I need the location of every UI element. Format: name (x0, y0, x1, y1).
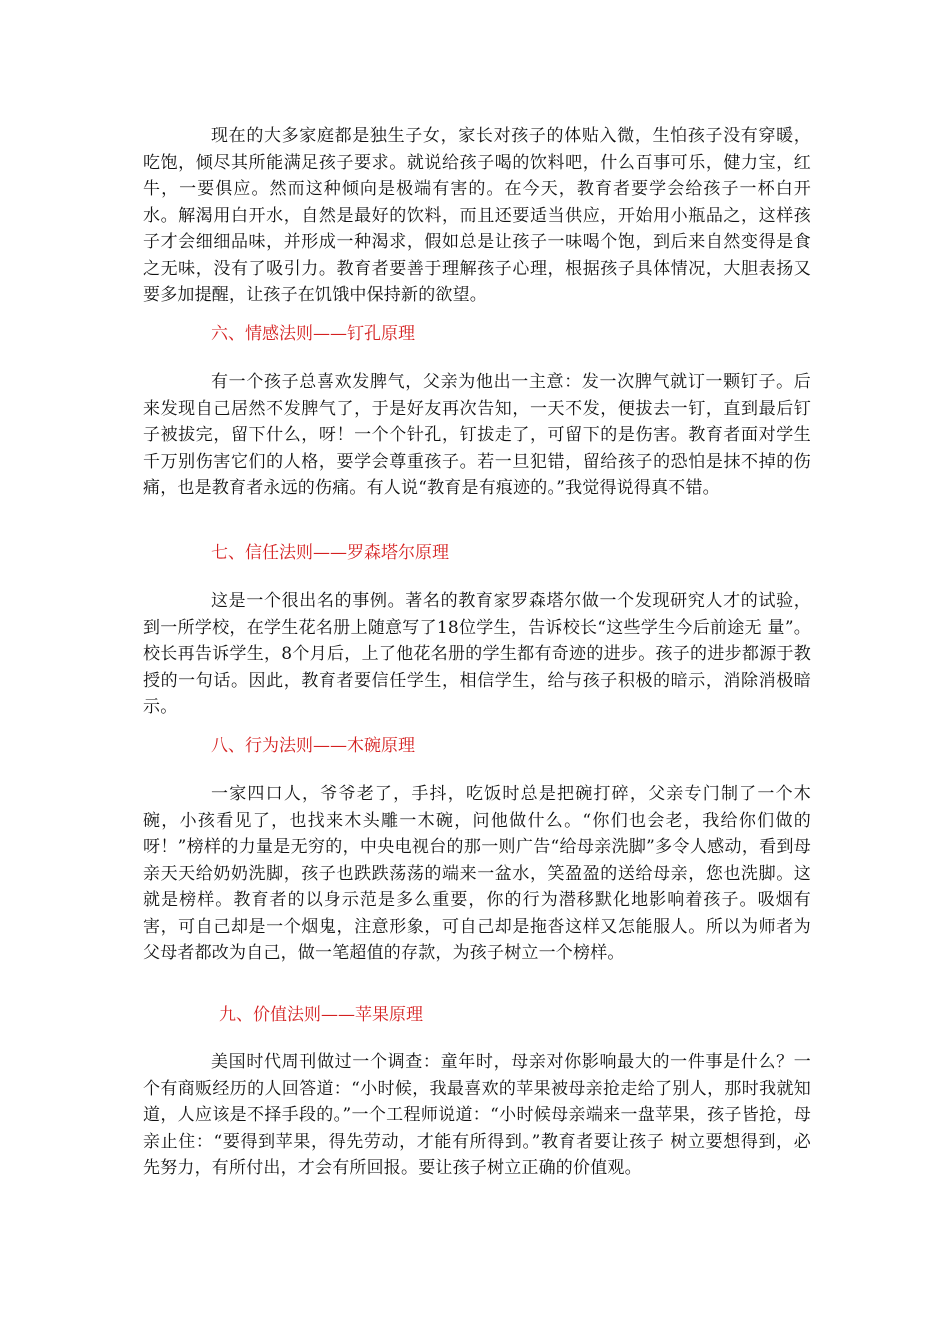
paragraph-rosenthal-principle: 这是一个很出名的事例。著名的教育家罗森塔尔做一个发现研究人才的试验，到一所学校，在学生花名册上随意写了18位学生，告诉校长“这些学生今后前途无 量”。校长再告诉学生，8个月后，上了他花名册的学生都有奇迹的进步。孩子的进步都源于教授的一句话。因此，教育者要信任学生，相信学生，给与孩子积极的暗示，消除消极暗示。 (143, 591, 811, 717)
heading-emotion-rule: 六、情感法则——钉孔原理 (211, 324, 415, 344)
paragraph-water-principle: 现在的大多家庭都是独生子女，家长对孩子的体贴入微，生怕孩子没有穿暖，吃饱，倾尽其所能满足孩子要求。就说给孩子喝的饮料吧，什么百事可乐，健力宝，红牛，一要俱应。然而这种倾向是极端有害的。在今天，教育者要学会给孩子一杯白开水。解渴用白开水，自然是最好的饮料，而且还要适当供应，开始用小瓶品之，这样孩子才会细细品味，并形成一种渴求，假如总是让孩子一味喝个饱，到后来自然变得是食之无味，没有了吸引力。教育者要善于理解孩子心理，根据孩子具体情况，大胆表扬又要多加提醒，让孩子在饥饿中保持新的欲望。 (143, 126, 811, 305)
paragraph-apple-principle: 美国时代周刊做过一个调查：童年时，母亲对你影响最大的一件事是什么？一个有商贩经历的人回答道：“小时候，我最喜欢的苹果被母亲抢走给了别人，那时我就知道，人应该是不择手段的。”一个工程师说道：“小时候母亲端来一盘苹果，孩子皆抢，母亲止住：“要得到苹果，得先劳动，才能有所得到。”教育者要让孩子 树立要想得到，必先努力，有所付出，才会有所回报。要让孩子树立正确的价值观。 (143, 1052, 811, 1178)
heading-behavior-rule: 八、行为法则——木碗原理 (211, 736, 415, 756)
heading-value-rule: 九、价值法则——苹果原理 (219, 1005, 423, 1025)
heading-trust-rule: 七、信任法则——罗森塔尔原理 (211, 543, 449, 563)
paragraph-nail-hole-principle: 有一个孩子总喜欢发脾气，父亲为他出一主意：发一次脾气就订一颗钉子。后来发现自己居然不发脾气了，于是好友再次告知，一天不发，便拔去一钉，直到最后钉子被拔完，留下什么，呀！一个个针孔，钉拔走了，可留下的是伤害。教育者面对学生千万别伤害它们的人格，要学会尊重孩子。若一旦犯错，留给孩子的恐怕是抹不掉的伤痛，也是教育者永远的伤痛。有人说“教育是有痕迹的。”我觉得说得真不错。 (143, 372, 811, 498)
paragraph-wooden-bowl-principle: 一家四口人，爷爷老了，手抖，吃饭时总是把碗打碎，父亲专门制了一个木碗，小孩看见了，也找来木头雕一木碗，问他做什么。“你们也会老，我给你们做的 呀！”榜样的力量是无穷的，中央电视台的那一则广告“给母亲洗脚”多令人感动，看到母亲天天给奶奶洗脚，孩子也跌跌荡荡的端来一盆水，笑盈盈的送给母亲，您也洗脚。这就是榜样。教育者的以身示范是多么重要，你的行为潜移默化地影响着孩子。吸烟有害，可自己却是一个烟鬼，注意形象，可自己却是拖沓这样又怎能服人。所以为师者为父母者都改为自己，做一笔超值的存款，为孩子树立一个榜样。 (143, 784, 811, 963)
